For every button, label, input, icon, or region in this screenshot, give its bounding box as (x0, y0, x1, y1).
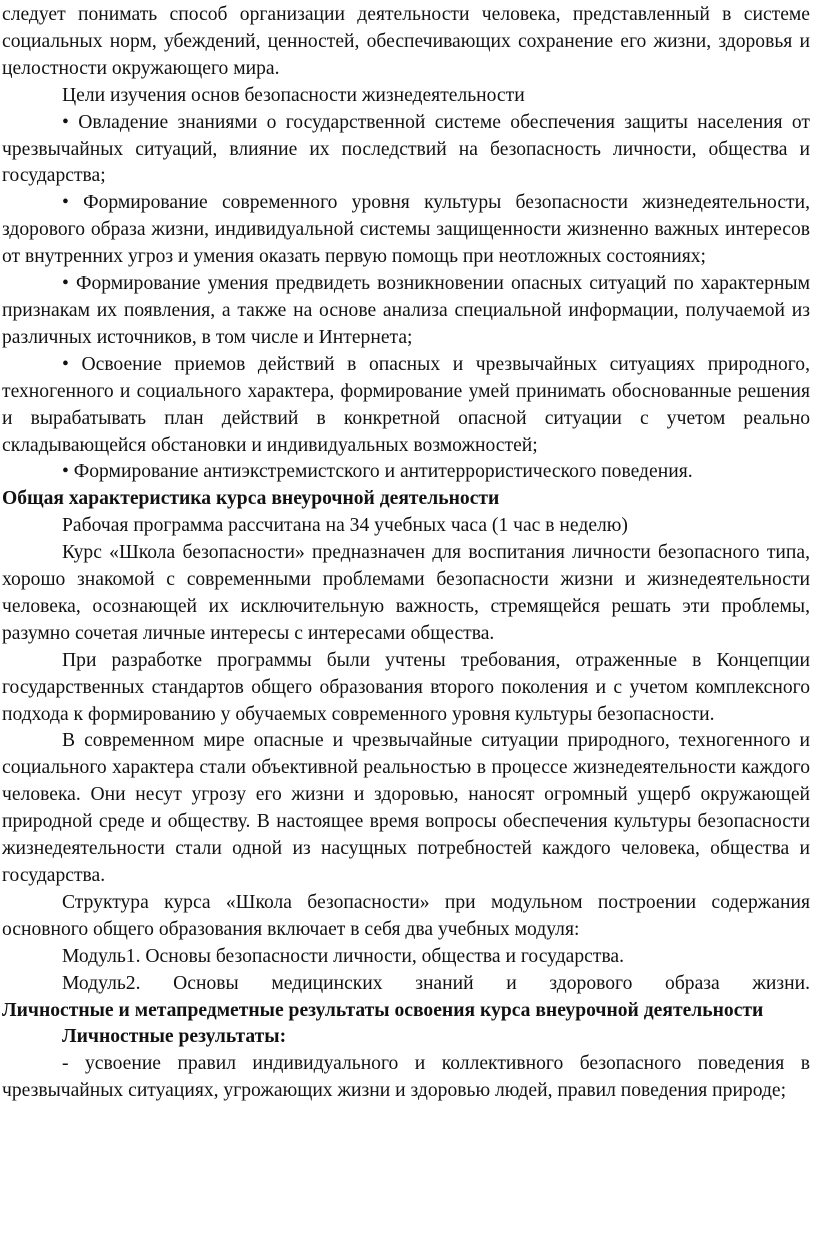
structure-paragraph: Структура курса «Школа безопасности» при модульном построении содержания основного общего образования включает в себя два учебных модуля: (2, 891, 810, 940)
module-1: Модуль1. Основы безопасности личности, общества и государства. (62, 945, 625, 967)
intro-paragraph: следует понимать способ организации деятельности человека, представленный в системе социальных норм, убеждений, ценностей, обеспечивающих сохранение его жизни, здоровья и целостности окружающего мира. (2, 4, 810, 79)
goal-text-3: Формирование умения предвидеть возникновении опасных ситуаций по характерным признакам их появления, а также на основе анализа специальной информации, получаемой из различных источников, в том числе и Интернета; (2, 273, 811, 348)
goal-item-2 (2, 190, 810, 271)
bullet-icon: • (62, 111, 69, 133)
personal-results-heading: Личностные результаты: (62, 1026, 287, 1048)
module-2: Модуль2. Основы медицинских знаний и здорового образа жизни. (62, 972, 810, 994)
goal-item-4 (2, 352, 810, 460)
course-purpose-paragraph: Курс «Школа безопасности» предназначен для воспитания личности безопасного типа, хорошо знакомой с современными проблемами безопасности жизни и жизнедеятельности человека, осознающей их исключительную важность, стремящейся решать эти проблемы, разумно сочетая личные интересы с интересами общества. (2, 542, 810, 644)
goal-item-1 (2, 110, 810, 191)
modern-world-paragraph: В современном мире опасные и чрезвычайные ситуации природного, техногенного и социального характера стали объективной реальностью в процессе жизнедеятельности каждого человека. Они несут угрозу его жизни и здоровью, наносят огромный ущерб окружающей природной среде и обществу. В настоящее время вопросы обеспечения культуры безопасности жизнедеятельности стали одной из насущных потребностей каждого человека, общества и государства. (2, 730, 810, 886)
requirements-paragraph: При разработке программы были учтены требования, отраженные в Концепции государственных стандартов общего образования второго поколения и с учетом комплексного подхода к формированию у обучаемых современного уровня культуры безопасности. (2, 649, 810, 725)
section-heading-general: Общая характеристика курса внеурочной деятельности (2, 488, 500, 510)
goal-text-2: Формирование современного уровня культуры безопасности жизнедеятельности, здорового образа жизни, индивидуальной системы защищенности жизненно важных интересов от внутренних угроз и умения оказать первую помощь при неотложных состояниях; (2, 192, 810, 268)
goals-title: Цели изучения основ безопасности жизнедеятельности (62, 84, 525, 106)
section-heading-results: Личностные и метапредметные результаты освоения курса внеурочной деятельности (2, 999, 764, 1021)
hours-paragraph: Рабочая программа рассчитана на 34 учебных часа (1 час в неделю) (62, 515, 628, 537)
goal-text-1: Овладение знаниями о государственной системе обеспечения защиты населения от чрезвычайных ситуаций, влияние их последствий на безопасность личности, общества и государства; (2, 111, 810, 187)
bullet-icon: • (62, 273, 69, 295)
bullet-icon: • (62, 192, 69, 214)
personal-result-item: - усвоение правил индивидуального и коллективного безопасного поведения в чрезвычайных ситуациях, угрожающих жизни и здоровью людей, правил поведения природе; (2, 1053, 810, 1102)
goal-text-5: Формирование антиэкстремистского и антитеррористического поведения. (73, 461, 693, 483)
bullet-icon: • (62, 353, 69, 375)
goal-item-3 (2, 271, 810, 352)
bullet-icon: • (62, 461, 69, 483)
goal-item-5 (2, 459, 810, 486)
goal-text-4: Освоение приемов действий в опасных и чрезвычайных ситуациях природного, техногенного и социального характера, формирование умей принимать обоснованные решения и вырабатывать план действий в конкретной опасной ситуации с учетом реально складывающейся обстановки и индивидуальных возможностей; (2, 353, 810, 456)
